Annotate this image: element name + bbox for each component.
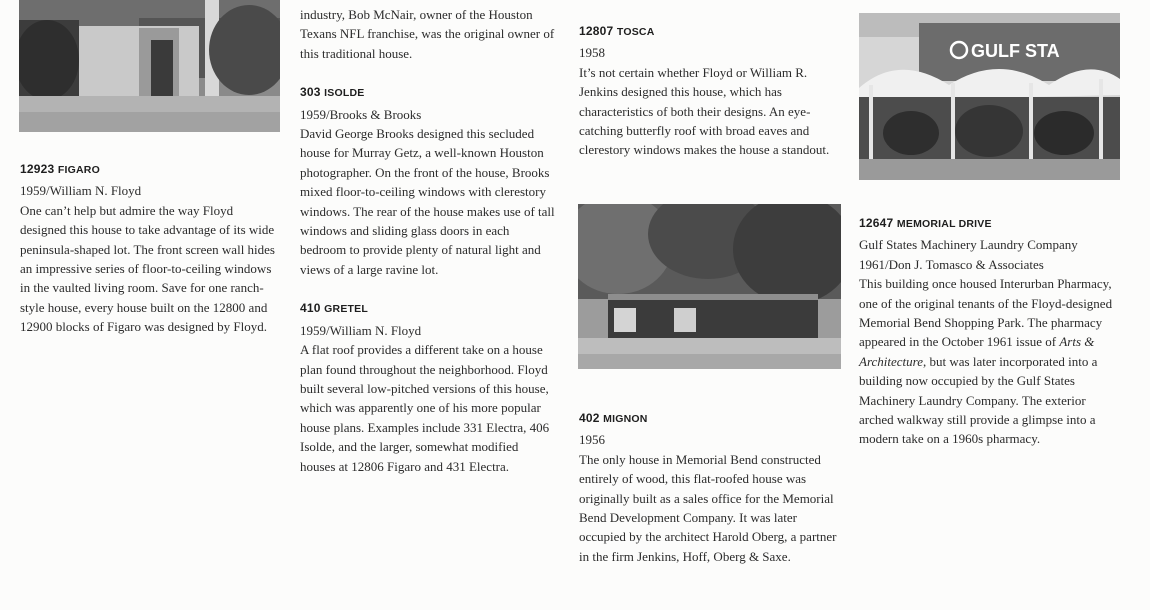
entry-figaro — [20, 160, 282, 337]
entry-street: MIGNON — [603, 413, 648, 425]
entry-meta: 1958 — [579, 45, 605, 61]
entry-number: 402 — [579, 411, 600, 425]
photo-gulf-states-building — [859, 13, 1120, 180]
photo-figaro-house — [19, 0, 280, 132]
entry-number: 12923 — [20, 162, 55, 176]
entry-number: 303 — [300, 85, 321, 100]
entry-meta: 1959/William N. Floyd — [300, 322, 422, 338]
entry-title — [579, 22, 841, 42]
column-4 — [859, 214, 1121, 449]
entry-meta: 1959/Brooks & Brooks — [300, 106, 422, 122]
column-2 — [300, 5, 556, 476]
entry-meta: Gulf States Machinery Laundry Company — [859, 237, 1078, 253]
entry-street: TOSCA — [616, 26, 655, 38]
photo-sign-text: GULF STA — [971, 41, 1060, 61]
entry-number: 12647 — [859, 216, 894, 230]
entry-isolde — [300, 83, 556, 279]
entry-title — [20, 160, 282, 180]
entry-number: 410 — [300, 301, 321, 316]
entry-street: GRETEL — [324, 303, 368, 316]
entry-body: David George Brooks designed this secluded house for Murray Getz, a well-known Houston photographer. On the front of the house, Brooks mixed floor-to-ceiling windows with clerestory windows. The rear of the house makes use of tall windows and sliding glass doors in each bedroom to provide plenty of natural light and views of a large ravine lot. — [300, 126, 555, 277]
column-3-lower — [579, 409, 841, 566]
entry-body-italic: Architecture — [859, 353, 924, 369]
entry-body-italic: Arts & — [1059, 334, 1095, 350]
column-1 — [20, 160, 282, 337]
entry-body: The only house in Memorial Bend constructed entirely of wood, this flat-roofed house was originally built as a sales office for the Memorial Bend Development Company. It was later occupied by the architect Harold Oberg, a partner in the firm Jenkins, Hoff, Oberg & Saxe. — [579, 451, 837, 564]
entry-body: A flat roof provides a different take on a house plan found throughout the neighborhood. Floyd built several low-pitched versions of this house, which was apparently one of his more popular house plans. Examples include 331 Electra, 406 Isolde, and the larger, somewhat modified houses at 12806 Figaro and 431 Electra. — [300, 342, 550, 474]
entry-body-text: , but was later incorporated into a building now occupied by the Gulf States Machinery Laundry Company. The exterior arched walkway still provide a glimpse into a modern take on a 1960s pharmacy. — [859, 353, 1098, 447]
entry-meta: 1956 — [579, 432, 605, 448]
entry-title — [579, 409, 841, 429]
entry-title — [300, 299, 556, 319]
photo-mignon-house — [578, 204, 841, 369]
entry-gretel — [300, 299, 556, 476]
entry-street: FIGARO — [57, 164, 100, 176]
entry-body — [859, 274, 1121, 449]
entry-body: It’s not certain whether Floyd or William R. Jenkins designed this house, which has characteristics of both their designs. An eye-catching butterfly roof with broad eaves and clerestory windows makes the house a standout. — [579, 64, 830, 158]
entry-memorial-drive — [859, 214, 1121, 449]
entry-mignon — [579, 409, 841, 566]
entry-title — [859, 214, 1121, 234]
entry-body: One can’t help but admire the way Floyd designed this house to take advantage of its wide peninsula-shaped lot. The front screen wall hides an impressive series of floor-to-ceiling windows in the vaulted living room. Save for one ranch-style house, every house built on the 12800 and 12900 blocks of Figaro was designed by Floyd. — [20, 202, 275, 335]
entry-street: MEMORIAL DRIVE — [896, 218, 992, 230]
entry-meta: 1959/William N. Floyd — [20, 183, 142, 199]
column-3 — [579, 22, 841, 160]
entry-number: 12807 — [579, 24, 614, 38]
entry-continued — [300, 5, 556, 63]
entry-meta: 1961/Don J. Tomasco & Associates — [859, 256, 1044, 272]
entry-street: ISOLDE — [324, 87, 365, 100]
entry-body-text: This building once housed Interurban Pharmacy, one of the original tenants of the Floyd-designed Memorial Bend Shopping Park. The pharmacy appeared in the October 1961 issue of — [859, 276, 1113, 350]
entry-body: industry, Bob McNair, owner of the Houston Texans NFL franchise, was the original owner of this traditional house. — [300, 7, 555, 61]
entry-tosca — [579, 22, 841, 160]
entry-title — [300, 83, 556, 103]
